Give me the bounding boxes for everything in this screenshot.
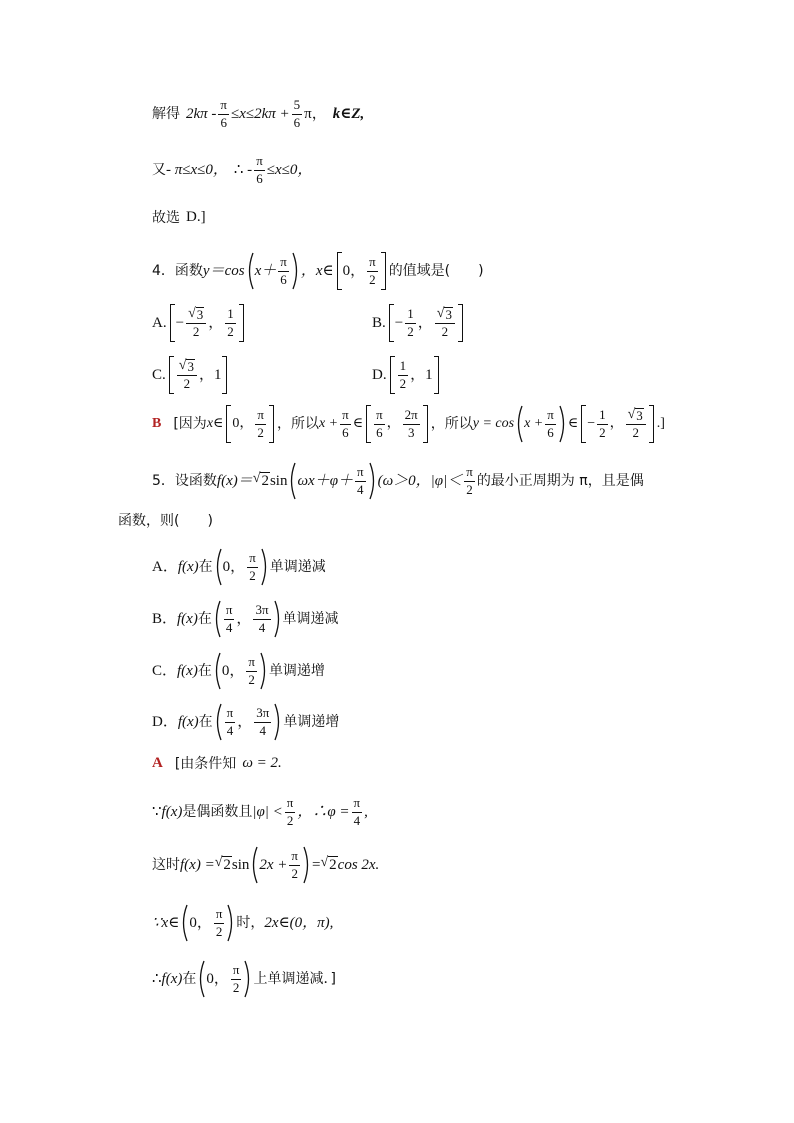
question-number: 5．设函数 bbox=[152, 473, 217, 489]
left-bracket bbox=[579, 405, 586, 443]
fraction-denominator: 2 bbox=[248, 671, 255, 687]
left-paren bbox=[246, 252, 254, 290]
math: f(x) bbox=[161, 970, 183, 987]
text: 的值域是( ) bbox=[388, 263, 484, 279]
fraction-numerator: √ 3 bbox=[177, 358, 197, 376]
left-bracket bbox=[387, 304, 394, 342]
right-paren bbox=[227, 904, 235, 942]
right-bracket bbox=[381, 252, 388, 290]
left-bracket bbox=[364, 405, 371, 443]
fraction-numerator: π bbox=[225, 706, 236, 723]
fraction-numerator: π bbox=[352, 796, 363, 813]
q5-option-d bbox=[152, 703, 339, 741]
right-paren bbox=[369, 462, 377, 500]
fraction bbox=[403, 408, 420, 441]
math: ≤x≤0， bbox=[266, 161, 313, 178]
right-bracket bbox=[222, 356, 229, 394]
fraction-denominator: 2 bbox=[183, 376, 191, 392]
math: f(x) bbox=[177, 558, 199, 575]
math: f(x) bbox=[177, 610, 198, 627]
fraction-numerator: 3π bbox=[253, 603, 270, 620]
fraction-numerator: π bbox=[254, 154, 265, 171]
text: ，所以 bbox=[430, 416, 473, 432]
fraction-numerator: π bbox=[367, 255, 378, 272]
math: 2x∈(0，π), bbox=[264, 914, 334, 931]
math: y＝cos bbox=[202, 262, 245, 279]
q5-explanation-2 bbox=[152, 796, 368, 829]
math: , bbox=[364, 803, 368, 820]
right-bracket bbox=[269, 405, 276, 443]
fraction bbox=[224, 603, 235, 636]
text: [由条件知 bbox=[174, 755, 237, 772]
fraction-numerator: 5 bbox=[292, 98, 303, 115]
left-bracket bbox=[167, 356, 174, 394]
math: - π≤x≤0， bbox=[166, 161, 228, 178]
fraction-denominator: 6 bbox=[293, 114, 301, 130]
math: ， bbox=[236, 610, 252, 627]
text: 函数，则( ) bbox=[118, 513, 213, 529]
right-paren bbox=[244, 960, 252, 998]
math: 2x + bbox=[259, 856, 288, 873]
fraction-denominator: 2 bbox=[599, 424, 606, 440]
option-label: C. bbox=[152, 366, 166, 383]
fraction-denominator: 6 bbox=[220, 114, 227, 130]
fraction bbox=[225, 307, 236, 340]
math: D.] bbox=[186, 209, 206, 225]
fraction-denominator: 4 bbox=[226, 722, 234, 738]
math: ωx＋φ＋ bbox=[297, 472, 354, 489]
math: ， bbox=[386, 416, 401, 431]
q5-explanation-3 bbox=[152, 846, 379, 884]
fraction bbox=[352, 796, 363, 829]
option-label: D． bbox=[152, 713, 178, 730]
fraction bbox=[626, 407, 646, 441]
math: x∈ bbox=[206, 416, 224, 431]
left-bracket bbox=[224, 405, 231, 443]
math: .] bbox=[656, 416, 665, 431]
radicand: 3 bbox=[196, 306, 204, 322]
math: ω = 2. bbox=[242, 755, 282, 771]
right-paren bbox=[260, 652, 268, 690]
fraction bbox=[289, 849, 300, 882]
fraction bbox=[186, 306, 206, 340]
question-5-stem bbox=[152, 462, 644, 500]
left-bracket bbox=[335, 252, 342, 290]
answer-letter: A bbox=[152, 755, 163, 771]
text: 单调递增 bbox=[283, 714, 340, 730]
option-label: A. bbox=[152, 314, 167, 331]
fraction-denominator: 2 bbox=[369, 271, 376, 287]
text: 在 bbox=[198, 714, 213, 730]
math: cos 2x. bbox=[337, 856, 380, 873]
fraction bbox=[177, 358, 197, 392]
q4-explanation bbox=[152, 405, 665, 443]
text: 故选 bbox=[152, 209, 180, 226]
math: π， bbox=[304, 105, 327, 122]
fraction bbox=[225, 706, 236, 739]
right-bracket bbox=[423, 405, 430, 443]
right-paren bbox=[559, 405, 567, 443]
text: 在 bbox=[182, 971, 197, 987]
text: 的最小正周期为 π，且是偶 bbox=[476, 473, 644, 489]
math: ， bbox=[609, 416, 624, 431]
fraction-denominator: 4 bbox=[357, 481, 364, 497]
option-label: C． bbox=[152, 662, 178, 679]
fraction-numerator: π bbox=[285, 796, 296, 813]
option-label: D. bbox=[372, 366, 387, 383]
fraction-denominator: 6 bbox=[256, 170, 263, 186]
fraction-numerator: √ 3 bbox=[626, 407, 646, 425]
math: y = cos bbox=[472, 416, 515, 431]
fraction-numerator: π bbox=[218, 98, 229, 115]
fraction-numerator: π bbox=[246, 655, 257, 672]
q4-option-c bbox=[152, 356, 230, 394]
q5-option-a bbox=[152, 548, 326, 586]
fraction-numerator: 1 bbox=[398, 359, 409, 376]
text: 在 bbox=[197, 611, 212, 627]
fraction-denominator: 4 bbox=[353, 812, 361, 828]
fraction-numerator: √ 3 bbox=[186, 306, 206, 324]
right-bracket bbox=[434, 356, 441, 394]
fraction bbox=[218, 98, 229, 131]
math: = bbox=[312, 856, 321, 873]
fraction-numerator: π bbox=[374, 408, 385, 425]
fraction-numerator: π bbox=[289, 849, 300, 866]
math: 0， bbox=[206, 970, 229, 987]
math: f(x)＝ bbox=[216, 472, 253, 489]
math: ≤x≤2kπ + bbox=[231, 105, 290, 122]
fraction-denominator: 6 bbox=[376, 424, 383, 440]
radicand: 3 bbox=[187, 358, 194, 374]
text: 又 bbox=[152, 162, 166, 179]
math: k∈Z, bbox=[332, 105, 365, 122]
right-paren bbox=[292, 252, 300, 290]
fraction bbox=[278, 255, 289, 288]
math: ，∴φ = bbox=[297, 803, 350, 820]
fraction-numerator: 1 bbox=[405, 307, 416, 324]
fraction bbox=[367, 255, 378, 288]
q5-explanation-4 bbox=[152, 904, 333, 942]
math: x＋ bbox=[254, 262, 277, 279]
fraction-numerator: π bbox=[340, 408, 351, 425]
left-paren bbox=[515, 405, 523, 443]
math: ， bbox=[237, 713, 253, 730]
math: f(x) = bbox=[180, 856, 215, 873]
fraction-numerator: π bbox=[278, 255, 289, 272]
left-paren bbox=[250, 846, 258, 884]
radicand: 3 bbox=[445, 306, 452, 322]
fraction bbox=[374, 408, 385, 441]
math: sin bbox=[231, 856, 250, 873]
math: sin bbox=[269, 472, 288, 489]
math: |φ| < bbox=[252, 803, 283, 820]
fraction bbox=[464, 465, 475, 498]
fraction-denominator: 2 bbox=[291, 865, 298, 881]
fraction-denominator: 2 bbox=[232, 979, 240, 995]
right-bracket bbox=[458, 304, 465, 342]
fraction bbox=[254, 706, 271, 739]
fraction bbox=[340, 408, 351, 441]
fraction-denominator: 2 bbox=[441, 324, 449, 340]
solution-line-2 bbox=[152, 154, 312, 187]
fraction-numerator: 2π bbox=[403, 408, 420, 425]
fraction-numerator: 1 bbox=[225, 307, 236, 324]
fraction-numerator: π bbox=[464, 465, 475, 482]
left-paren bbox=[214, 548, 222, 586]
option-label: B. bbox=[372, 314, 386, 331]
text: 单调递增 bbox=[268, 663, 325, 679]
right-paren bbox=[274, 600, 282, 638]
math: ，x∈ bbox=[300, 262, 334, 279]
question-5-stem-line-2 bbox=[118, 514, 213, 528]
left-paren bbox=[213, 652, 221, 690]
fraction-denominator: 2 bbox=[632, 425, 639, 441]
math: ， bbox=[208, 314, 224, 331]
math: − bbox=[587, 416, 596, 431]
text: 单调递减 bbox=[269, 559, 326, 575]
fraction-denominator: 2 bbox=[399, 375, 407, 391]
fraction bbox=[398, 359, 409, 392]
fraction-denominator: 2 bbox=[466, 481, 473, 497]
math: f(x) bbox=[161, 803, 183, 820]
fraction-denominator: 2 bbox=[249, 567, 256, 583]
math: ∴ - bbox=[233, 161, 253, 178]
fraction bbox=[285, 796, 296, 829]
q4-option-a bbox=[152, 304, 247, 342]
math: f(x) bbox=[177, 713, 199, 730]
fraction-denominator: 6 bbox=[342, 424, 349, 440]
left-paren bbox=[214, 703, 222, 741]
text: 是偶函数且 bbox=[182, 804, 253, 821]
fraction bbox=[355, 465, 366, 498]
sqrt: √ 2 bbox=[320, 855, 337, 874]
fraction-denominator: 4 bbox=[259, 722, 267, 738]
right-bracket bbox=[649, 405, 656, 443]
fraction bbox=[255, 408, 266, 441]
fraction bbox=[292, 98, 303, 131]
q4-option-d bbox=[372, 356, 442, 394]
math: − bbox=[175, 314, 185, 331]
fraction-numerator: √ 3 bbox=[435, 306, 455, 324]
sqrt: √ 2 bbox=[252, 471, 269, 490]
fraction-denominator: 2 bbox=[227, 323, 234, 339]
fraction-denominator: 2 bbox=[257, 424, 264, 440]
right-paren bbox=[303, 846, 311, 884]
fraction-denominator: 4 bbox=[225, 619, 233, 635]
math: 0， bbox=[232, 416, 254, 431]
fraction-denominator: 4 bbox=[258, 619, 266, 635]
fraction-numerator: π bbox=[231, 963, 242, 980]
left-bracket bbox=[168, 304, 175, 342]
fraction-numerator: π bbox=[247, 551, 258, 568]
q4-option-b bbox=[372, 304, 466, 342]
text: 在 bbox=[197, 663, 212, 679]
math: x + bbox=[524, 416, 544, 431]
fraction-numerator: π bbox=[545, 408, 556, 425]
radicand: 2 bbox=[223, 857, 231, 874]
text: 上单调递减．] bbox=[253, 971, 336, 987]
fraction-denominator: 2 bbox=[286, 812, 294, 828]
text: ，所以 bbox=[276, 416, 319, 432]
fraction-denominator: 2 bbox=[192, 324, 200, 340]
text: [因为 bbox=[173, 416, 207, 432]
math: 2kπ - bbox=[186, 105, 217, 122]
radicand: 2 bbox=[329, 857, 337, 874]
fraction bbox=[246, 655, 257, 688]
fraction-denominator: 6 bbox=[547, 424, 554, 440]
math: 0， bbox=[189, 914, 212, 931]
sqrt: √ 2 bbox=[214, 855, 231, 874]
fraction bbox=[253, 603, 270, 636]
left-paren bbox=[213, 600, 221, 638]
fraction bbox=[405, 307, 416, 340]
fraction-numerator: 1 bbox=[597, 408, 608, 425]
math: − bbox=[394, 314, 404, 331]
text: 时， bbox=[236, 915, 265, 931]
text: 这时 bbox=[152, 857, 180, 873]
math: ∴ bbox=[152, 970, 162, 987]
fraction-denominator: 2 bbox=[215, 923, 223, 939]
text: 解得 bbox=[152, 106, 180, 123]
math: ，1 bbox=[410, 366, 433, 383]
math: ，1 bbox=[198, 366, 222, 383]
fraction-denominator: 2 bbox=[407, 323, 414, 339]
q5-explanation-1 bbox=[152, 756, 282, 771]
math: x + bbox=[318, 416, 339, 431]
fraction bbox=[214, 907, 225, 940]
option-label: A． bbox=[152, 558, 178, 575]
fraction bbox=[597, 408, 608, 441]
fraction bbox=[545, 408, 556, 441]
math: ∵ bbox=[152, 803, 162, 820]
fraction bbox=[254, 154, 265, 187]
radicand: 3 bbox=[636, 407, 643, 423]
math: 0， bbox=[221, 662, 245, 679]
left-paren bbox=[288, 462, 296, 500]
question-number: 4．函数 bbox=[152, 263, 203, 279]
fraction bbox=[247, 551, 258, 584]
question-4-stem bbox=[152, 252, 484, 290]
text: 在 bbox=[198, 559, 213, 575]
math: (ω＞0，|φ|＜ bbox=[377, 472, 463, 489]
solution-line-1 bbox=[152, 98, 364, 131]
answer-letter: B bbox=[152, 416, 162, 431]
left-paren bbox=[180, 904, 188, 942]
text: 单调递减 bbox=[282, 611, 339, 627]
right-paren bbox=[274, 703, 282, 741]
fraction-numerator: π bbox=[224, 603, 235, 620]
fraction-denominator: 6 bbox=[280, 271, 287, 287]
math: ∈ bbox=[352, 416, 364, 431]
q5-option-b bbox=[152, 600, 339, 638]
fraction bbox=[435, 306, 455, 340]
math: 0， bbox=[222, 558, 246, 575]
math: 0， bbox=[342, 262, 366, 279]
left-paren bbox=[197, 960, 205, 998]
fraction-numerator: π bbox=[355, 465, 366, 482]
fraction-numerator: π bbox=[255, 408, 266, 425]
solution-line-3 bbox=[152, 210, 206, 225]
right-bracket bbox=[239, 304, 246, 342]
fraction-numerator: 3π bbox=[254, 706, 271, 723]
q5-explanation-5 bbox=[152, 960, 336, 998]
left-bracket bbox=[388, 356, 395, 394]
q5-option-c bbox=[152, 652, 325, 690]
math: ∈ bbox=[567, 416, 579, 431]
fraction-numerator: π bbox=[214, 907, 225, 924]
option-label: B． bbox=[152, 610, 178, 627]
math: ， bbox=[417, 314, 433, 331]
radicand: 2 bbox=[261, 473, 269, 490]
fraction bbox=[231, 963, 242, 996]
math: ∵x∈ bbox=[152, 914, 180, 931]
fraction-denominator: 3 bbox=[407, 424, 415, 440]
math: f(x) bbox=[177, 662, 198, 679]
right-paren bbox=[261, 548, 269, 586]
